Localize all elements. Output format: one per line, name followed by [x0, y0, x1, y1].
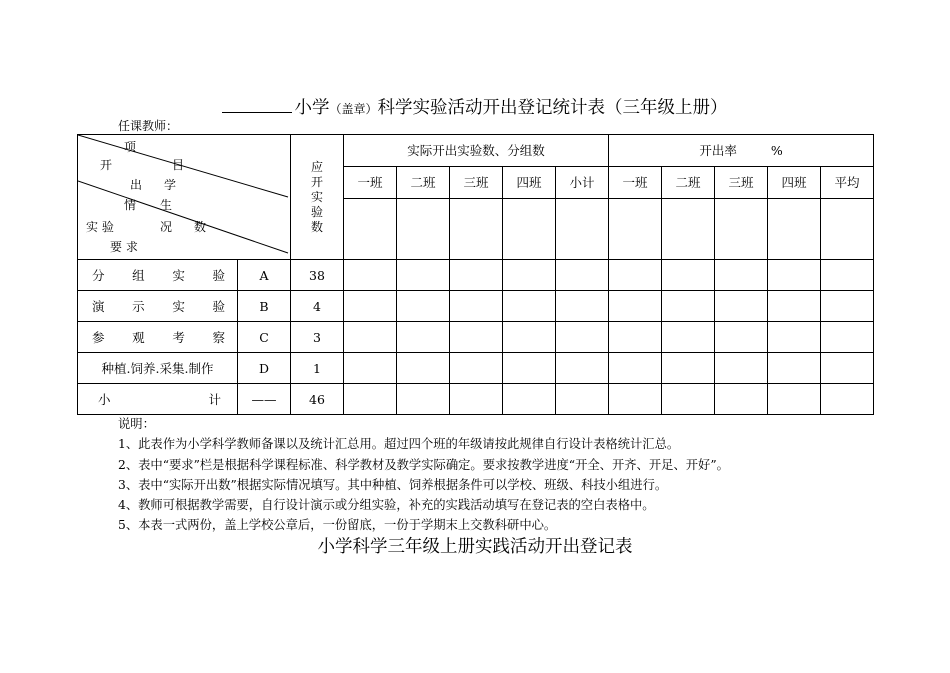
input-cell[interactable]: [556, 353, 609, 384]
input-cell[interactable]: [609, 353, 662, 384]
input-cell[interactable]: [609, 322, 662, 353]
input-cell[interactable]: [768, 353, 821, 384]
row-code: D: [238, 353, 291, 384]
title-seal-note: （盖章）: [329, 102, 378, 116]
input-cell[interactable]: [450, 353, 503, 384]
col-header-class-2: 二班: [397, 166, 450, 198]
input-cell[interactable]: [609, 291, 662, 322]
input-cell[interactable]: [450, 198, 503, 260]
row-name: 小 计: [78, 384, 238, 415]
input-cell[interactable]: [768, 260, 821, 291]
table-row: [78, 322, 874, 353]
form-title: [0, 94, 950, 119]
input-cell[interactable]: [821, 198, 874, 260]
col-header-rate-average: 平均: [821, 166, 874, 198]
note-item: 2、表中“要求”栏是根据科学课程标准、科学教材及教学实际确定。要求按教学进度“开全、开齐、开足、开好”。: [118, 457, 729, 472]
input-cell[interactable]: [609, 260, 662, 291]
input-cell[interactable]: [768, 198, 821, 260]
diag-word: 生: [160, 198, 173, 212]
col-header-rate-class-1: 一班: [609, 166, 662, 198]
notes-heading: 说明：: [118, 417, 155, 431]
row-count: 38: [291, 260, 344, 291]
input-cell[interactable]: [397, 322, 450, 353]
rate-unit: %: [770, 143, 783, 159]
diag-word: 要 求: [110, 240, 138, 254]
input-cell[interactable]: [556, 384, 609, 415]
rate-label: 开出率: [699, 143, 737, 159]
should-open-header: 应开实验数: [291, 135, 344, 260]
input-cell[interactable]: [768, 322, 821, 353]
diag-word: 实 验: [86, 220, 114, 234]
input-cell[interactable]: [450, 322, 503, 353]
input-cell[interactable]: [715, 353, 768, 384]
registration-table: [77, 134, 874, 415]
input-cell[interactable]: [662, 322, 715, 353]
input-cell[interactable]: [715, 322, 768, 353]
note-item: 4、教师可根据教学需要，自行设计演示或分组实验，补充的实践活动填写在登记表的空白表格中。: [118, 498, 655, 513]
col-header-class-1: 一班: [344, 166, 397, 198]
col-header-rate-class-4: 四班: [768, 166, 821, 198]
input-cell[interactable]: [344, 353, 397, 384]
rate-header: [609, 135, 874, 167]
note-item: 5、本表一式两份，盖上学校公章后，一份留底，一份于学期末上交教科研中心。: [118, 518, 557, 533]
input-cell[interactable]: [503, 198, 556, 260]
input-cell[interactable]: [450, 260, 503, 291]
col-header-rate-class-2: 二班: [662, 166, 715, 198]
input-cell[interactable]: [503, 353, 556, 384]
row-count: 3: [291, 322, 344, 353]
input-cell[interactable]: [662, 384, 715, 415]
row-name: 种植.饲养.采集.制作: [78, 353, 238, 384]
input-cell[interactable]: [397, 198, 450, 260]
input-cell[interactable]: [344, 198, 397, 260]
row-code: A: [238, 260, 291, 291]
col-header-subtotal: 小计: [556, 166, 609, 198]
input-cell[interactable]: [556, 198, 609, 260]
diag-word: 目: [172, 158, 185, 172]
table-row: [78, 353, 874, 384]
note-item: 1、此表作为小学科学教师备课以及统计汇总用。超过四个班的年级请按此规律自行设计表格统计汇总。: [118, 437, 680, 452]
row-code: C: [238, 322, 291, 353]
input-cell[interactable]: [715, 291, 768, 322]
row-count: 46: [291, 384, 344, 415]
col-header-class-3: 三班: [450, 166, 503, 198]
diag-word: 学: [164, 178, 177, 192]
input-cell[interactable]: [821, 353, 874, 384]
input-cell[interactable]: [397, 291, 450, 322]
row-code: B: [238, 291, 291, 322]
input-cell[interactable]: [609, 384, 662, 415]
school-name-blank[interactable]: [222, 97, 292, 113]
input-cell[interactable]: [609, 198, 662, 260]
input-cell[interactable]: [344, 260, 397, 291]
input-cell[interactable]: [821, 291, 874, 322]
input-cell[interactable]: [715, 260, 768, 291]
input-cell[interactable]: [662, 260, 715, 291]
input-cell[interactable]: [397, 384, 450, 415]
diag-word: 情: [124, 198, 137, 212]
diag-word: 数: [194, 220, 207, 234]
input-cell[interactable]: [397, 353, 450, 384]
input-cell[interactable]: [344, 291, 397, 322]
title-school-suffix: 小学: [294, 98, 330, 118]
input-cell[interactable]: [768, 384, 821, 415]
input-cell[interactable]: [662, 198, 715, 260]
row-code: ——: [238, 384, 291, 415]
input-cell[interactable]: [397, 260, 450, 291]
input-cell[interactable]: [768, 291, 821, 322]
diag-word: 项: [124, 140, 137, 154]
col-header-class-4: 四班: [503, 166, 556, 198]
input-cell[interactable]: [344, 384, 397, 415]
input-cell[interactable]: [450, 384, 503, 415]
input-cell[interactable]: [715, 198, 768, 260]
table-row-subtotal: [78, 384, 874, 415]
input-cell[interactable]: [662, 353, 715, 384]
input-cell[interactable]: [503, 384, 556, 415]
input-cell[interactable]: [556, 260, 609, 291]
row-count: 1: [291, 353, 344, 384]
diag-word: 况: [160, 220, 173, 234]
diagonal-header-cell: [78, 135, 291, 260]
input-cell[interactable]: [821, 384, 874, 415]
note-item: 3、表中“实际开出数”根据实际情况填写。其中种植、饲养根据条件可以学校、班级、科技小组进行。: [118, 477, 668, 492]
input-cell[interactable]: [503, 291, 556, 322]
input-cell[interactable]: [662, 291, 715, 322]
row-count: 4: [291, 291, 344, 322]
table-row: [78, 291, 874, 322]
input-cell[interactable]: [821, 322, 874, 353]
input-cell[interactable]: [503, 260, 556, 291]
col-header-rate-class-3: 三班: [715, 166, 768, 198]
input-cell[interactable]: [556, 291, 609, 322]
row-name: 演 示 实 验: [78, 291, 238, 322]
second-form-title: 小学科学三年级上册实践活动开出登记表: [317, 537, 633, 557]
title-main: 科学实验活动开出登记统计表（三年级上册）: [377, 98, 728, 118]
input-cell[interactable]: [450, 291, 503, 322]
table-row: [78, 260, 874, 291]
input-cell[interactable]: [503, 322, 556, 353]
input-cell[interactable]: [715, 384, 768, 415]
diag-word: 开: [100, 158, 113, 172]
row-name: 参 观 考 察: [78, 322, 238, 353]
input-cell[interactable]: [344, 322, 397, 353]
input-cell[interactable]: [821, 260, 874, 291]
row-name: 分 组 实 验: [78, 260, 238, 291]
actual-open-header: 实际开出实验数、分组数: [344, 135, 609, 167]
teacher-label: 任课教师：: [118, 119, 179, 133]
notes-section: [118, 414, 729, 536]
diag-word: 出: [130, 178, 143, 192]
input-cell[interactable]: [556, 322, 609, 353]
